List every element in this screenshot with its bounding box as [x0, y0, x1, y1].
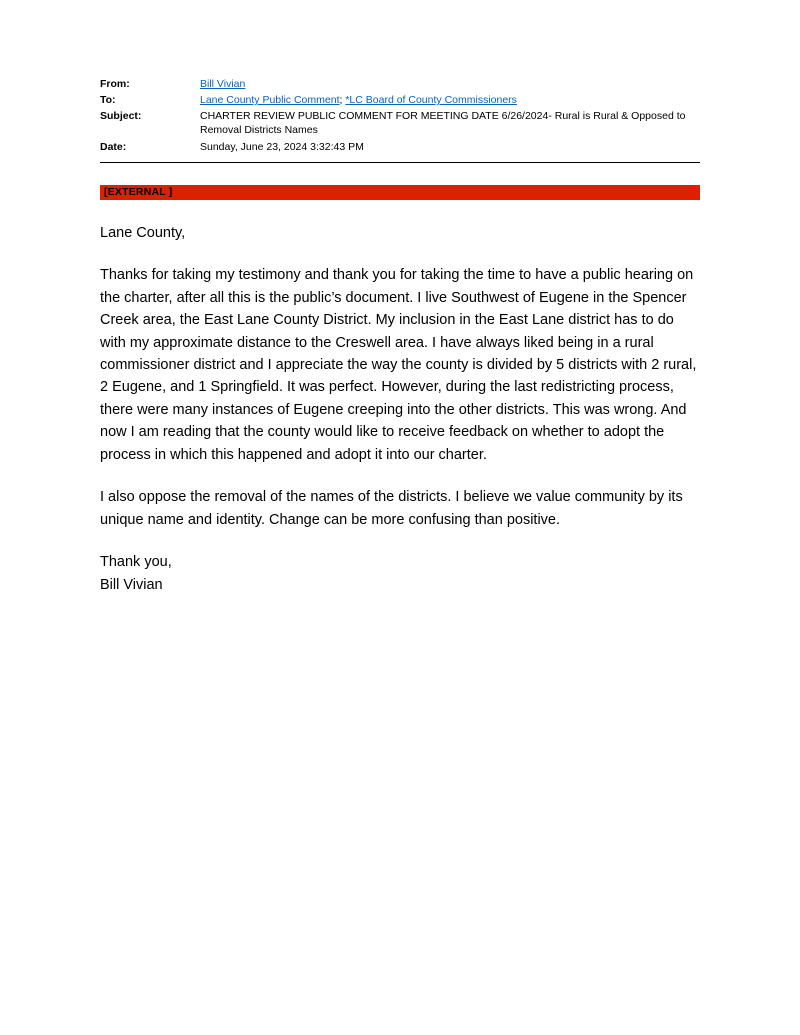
- from-sender-link[interactable]: Bill Vivian: [200, 78, 246, 90]
- email-header: [100, 78, 700, 154]
- external-banner-text: [EXTERNAL ]: [104, 186, 173, 199]
- header-divider: [100, 162, 700, 163]
- header-row-date: [100, 141, 700, 154]
- header-row-from: [100, 78, 700, 91]
- body-paragraph-2: I also oppose the removal of the names of the districts. I believe we value community by its unique name and identity. Change can be more confusing than positive.: [100, 489, 683, 528]
- subject-label: Subject:: [100, 110, 142, 123]
- body-signature: Bill Vivian: [100, 576, 163, 593]
- to-recipient-link-1[interactable]: Lane County Public Comment: [200, 94, 340, 107]
- email-body: [100, 222, 700, 597]
- date-value: Sunday, June 23, 2024 3:32:43 PM: [200, 140, 364, 153]
- email-content: [100, 78, 700, 616]
- subject-value: CHARTER REVIEW PUBLIC COMMENT FOR MEETING DATE 6/26/2024- Rural is Rural & Opposed to Removal Districts Names: [200, 110, 686, 136]
- from-value: [200, 78, 700, 91]
- external-sender-banner: [100, 185, 700, 200]
- to-recipient-link-2[interactable]: *LC Board of County Commissioners: [345, 94, 517, 107]
- to-value: [200, 94, 700, 107]
- to-label: To:: [100, 94, 116, 107]
- body-closing: Thank you,: [100, 554, 172, 571]
- to-separator: ;: [339, 94, 346, 107]
- date-label: Date:: [100, 140, 127, 153]
- header-row-to: [100, 94, 700, 107]
- header-row-subject: [100, 110, 700, 137]
- body-paragraph-1: Thanks for taking my testimony and thank you for taking the time to have a public hearing on the charter, after all this is the public’s document. I live Southwest of Eugene in the Spencer Creek area, the East Lane County District. My inclusion in the East Lane district has to do with my approximate distance to the Creswell area. I have always liked being in a rural commissioner district and I appreciate the way the county is divided by 5 districts with 2 rural, 2 Eugene, and 1 Springfield. It was perfect. However, during the last redistricting process, there were many instances of Eugene creeping into the other districts. This was wrong. And now I am reading that the county would like to receive feedback on whether to adopt the process in which this happened and adopt it into our charter.: [100, 267, 697, 463]
- body-salutation: Lane County,: [100, 224, 186, 241]
- from-label: From:: [100, 78, 130, 90]
